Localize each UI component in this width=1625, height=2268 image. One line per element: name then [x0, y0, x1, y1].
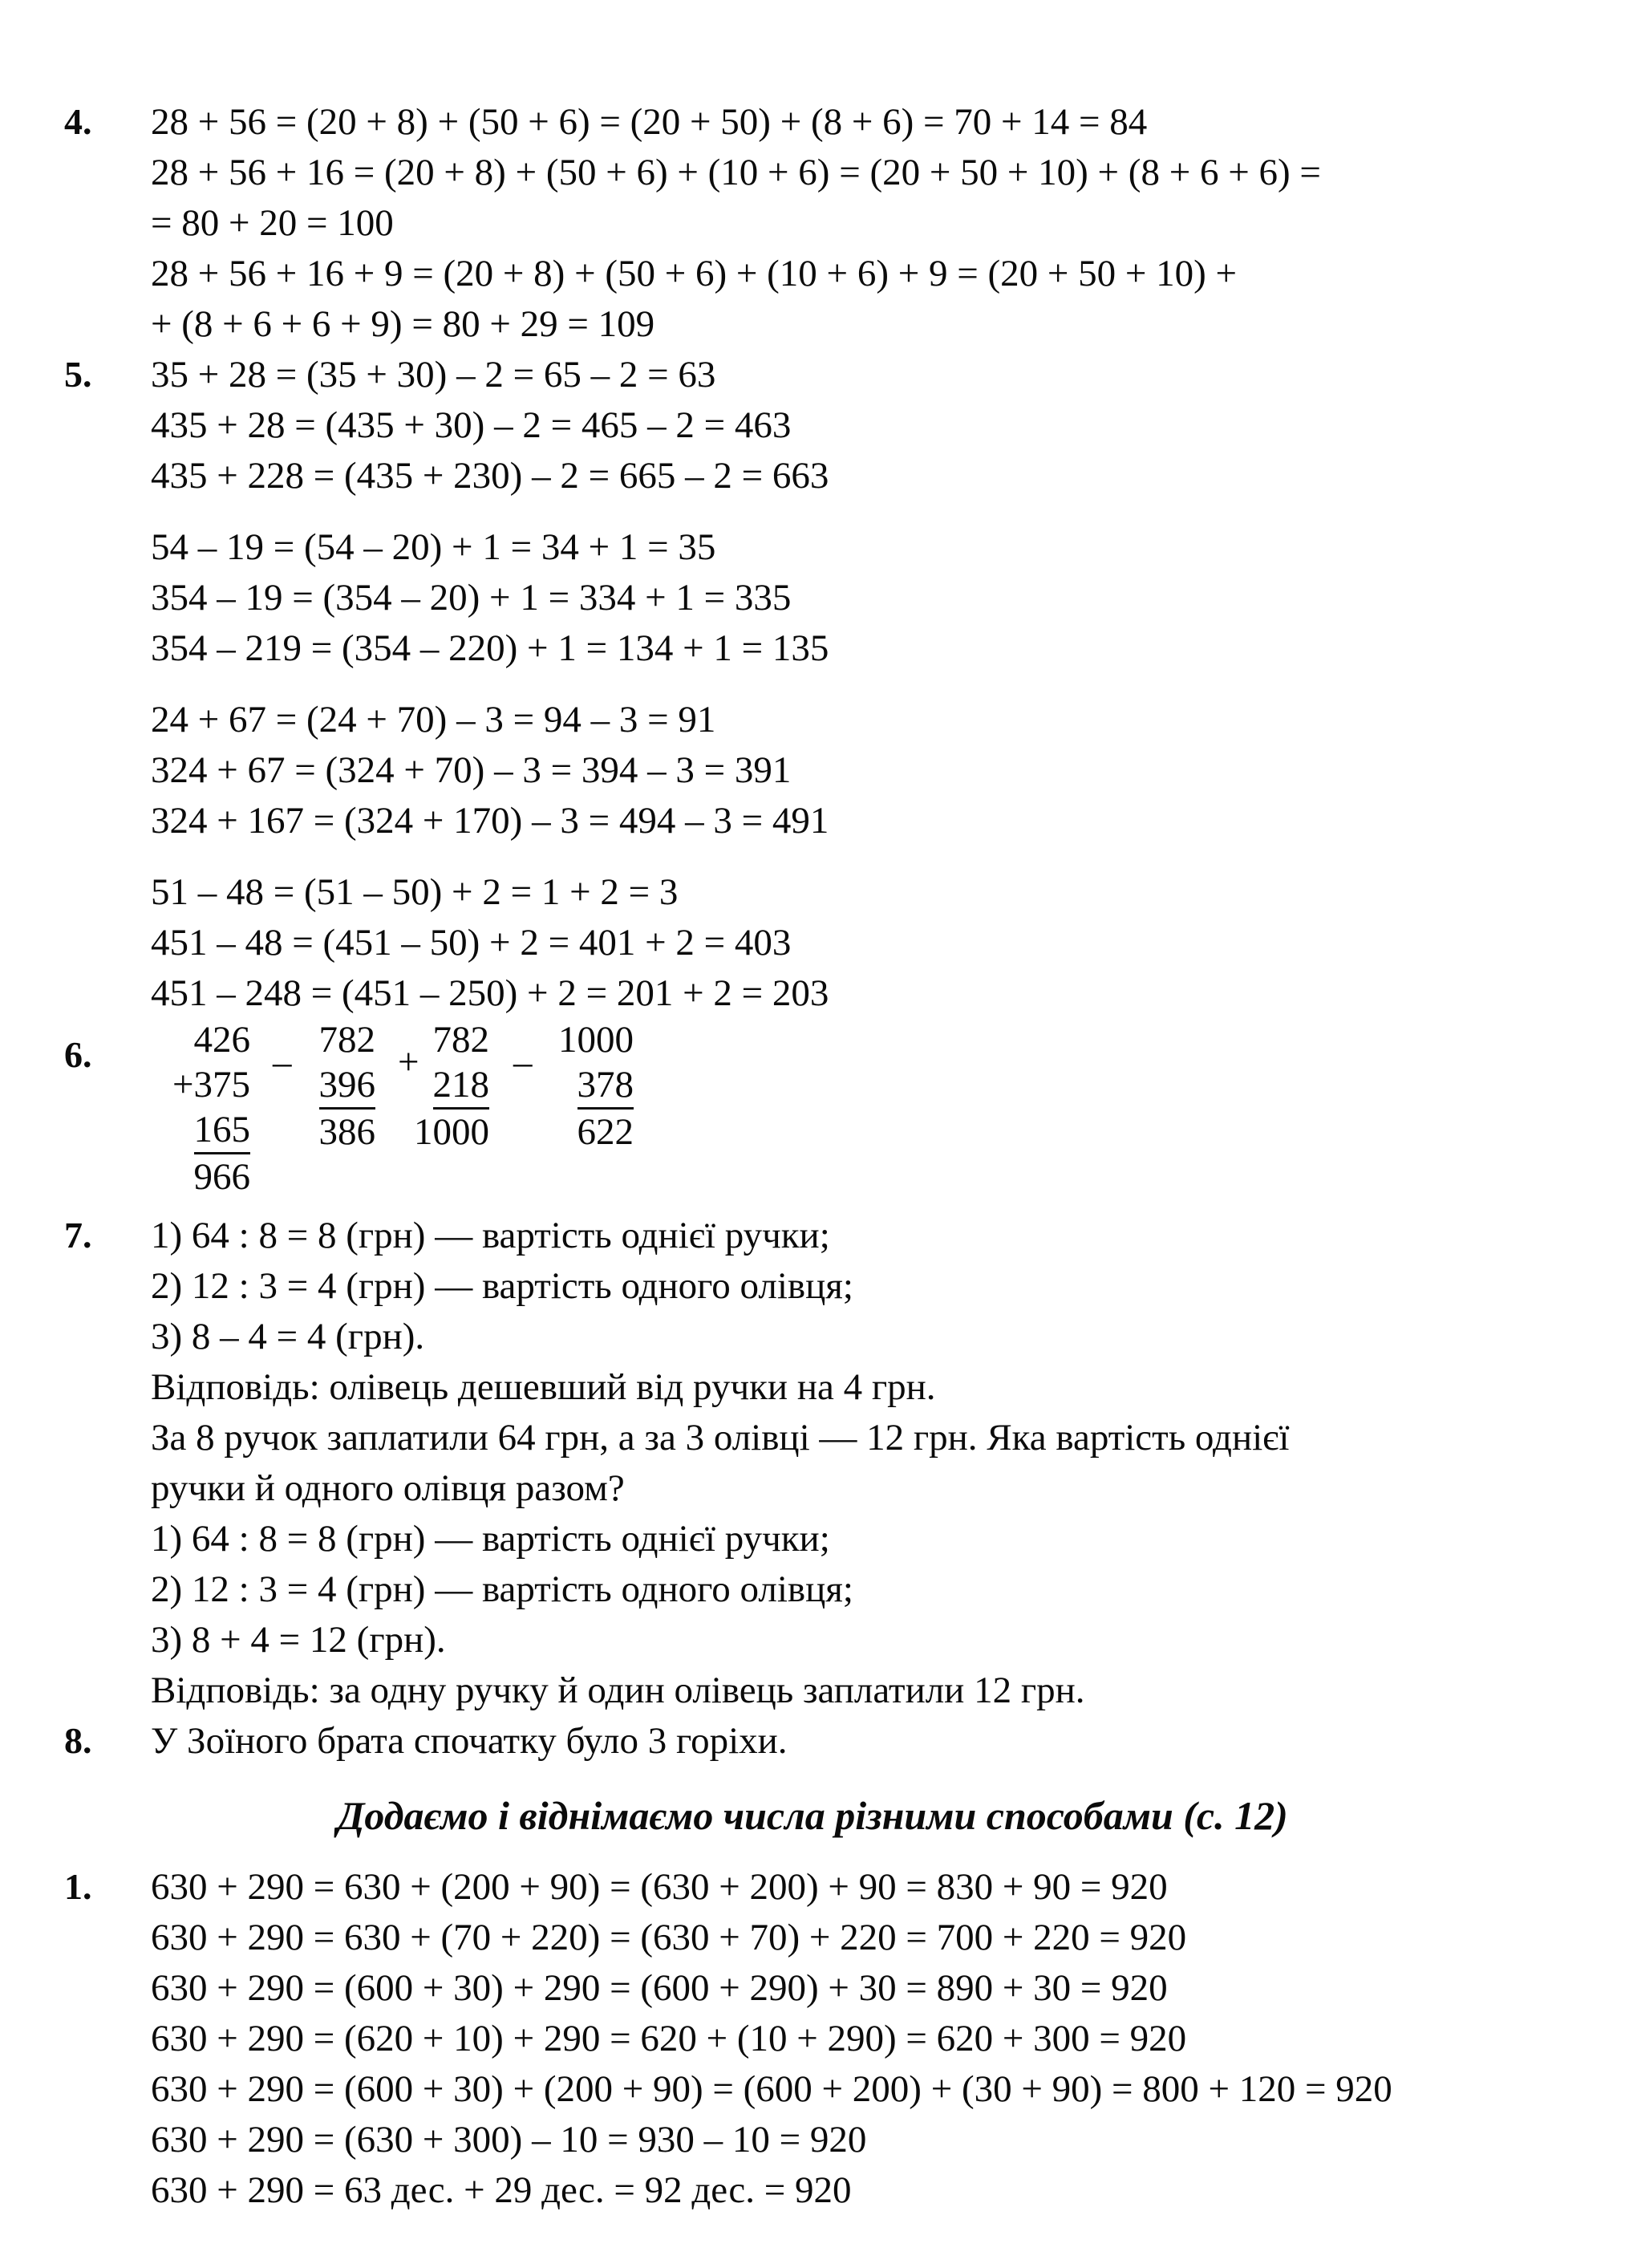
task-line: 28 + 56 + 16 = (20 + 8) + (50 + 6) + (10 + 6) = (20 + 50 + 10) + (8 + 6 + 6) =	[151, 152, 1321, 193]
column-subtraction-1	[298, 1017, 375, 1154]
minus-sign: –	[513, 1041, 533, 1083]
operand: 1000	[558, 1019, 634, 1061]
task-line: 3) 8 – 4 = 4 (грн).	[151, 1316, 425, 1357]
task-line: + (8 + 6 + 6 + 9) = 80 + 29 = 109	[151, 303, 655, 345]
column-addition-1	[146, 1017, 250, 1199]
task-number: 4.	[64, 101, 92, 142]
task-line: У Зоїного брата спочатку було 3 горіхи.	[151, 1720, 788, 1762]
operand: 782	[432, 1019, 489, 1061]
task-line: 3) 8 + 4 = 12 (грн).	[151, 1619, 446, 1661]
task-line: 630 + 290 = (600 + 30) + 290 = (600 + 290) + 30 = 890 + 30 = 920	[151, 1967, 1168, 2009]
task-number: 6.	[64, 1034, 92, 1075]
result: 966	[193, 1156, 250, 1198]
operand: 782	[318, 1019, 375, 1061]
task-line: 28 + 56 + 16 + 9 = (20 + 8) + (50 + 6) + (10 + 6) + 9 = (20 + 50 + 10) +	[151, 253, 1238, 294]
operand: 218	[433, 1062, 490, 1110]
result: 1000	[414, 1111, 489, 1153]
task-line: 435 + 228 = (435 + 230) – 2 = 665 – 2 = 663	[151, 455, 829, 497]
operand: 378	[577, 1062, 634, 1110]
operand: +375	[172, 1064, 250, 1106]
task-line: За 8 ручок заплатили 64 грн, а за 3 олівці — 12 грн. Яка вартість однієї	[151, 1417, 1290, 1459]
task-line: 51 – 48 = (51 – 50) + 2 = 1 + 2 = 3	[151, 871, 679, 913]
operand: 426	[193, 1019, 250, 1061]
task-line: Відповідь: олівець дешевший від ручки на 4 грн.	[151, 1366, 936, 1408]
task-line: 35 + 28 = (35 + 30) – 2 = 65 – 2 = 63	[151, 354, 716, 396]
task-number: 7.	[64, 1215, 92, 1256]
task-line: 1) 64 : 8 = 8 (грн) — вартість однієї ручки;	[151, 1215, 830, 1256]
plus-sign: +	[398, 1041, 419, 1083]
result: 622	[577, 1111, 634, 1153]
section-heading: Додаємо і віднімаємо числа різними способами (с. 12)	[337, 1793, 1288, 1838]
task-line: 630 + 290 = (630 + 300) – 10 = 930 – 10 = 920	[151, 2119, 867, 2160]
minus-sign: –	[273, 1041, 292, 1083]
task-line: 54 – 19 = (54 – 20) + 1 = 34 + 1 = 35	[151, 526, 716, 568]
task-line: 630 + 290 = 63 дес. + 29 дес. = 92 дес. = 920	[151, 2169, 852, 2211]
task-line: 1) 64 : 8 = 8 (грн) — вартість однієї ручки;	[151, 1518, 830, 1560]
task-line: 28 + 56 = (20 + 8) + (50 + 6) = (20 + 50) + (8 + 6) = 70 + 14 = 84	[151, 101, 1148, 143]
task-line: 354 – 219 = (354 – 220) + 1 = 134 + 1 = 135	[151, 627, 829, 669]
result: 386	[318, 1111, 375, 1153]
task-line: 630 + 290 = 630 + (70 + 220) = (630 + 70) + 220 = 700 + 220 = 920	[151, 1917, 1187, 1958]
task-line: = 80 + 20 = 100	[151, 202, 394, 244]
task-line: 2) 12 : 3 = 4 (грн) — вартість одного олівця;	[151, 1265, 853, 1307]
task-number: 1.	[64, 1866, 92, 1907]
column-addition-2	[401, 1017, 489, 1154]
task-line: 630 + 290 = (600 + 30) + (200 + 90) = (600 + 200) + (30 + 90) = 800 + 120 = 920	[151, 2068, 1392, 2110]
task-line: Відповідь: за одну ручку й один олівець заплатили 12 грн.	[151, 1670, 1085, 1711]
task-line: 451 – 48 = (451 – 50) + 2 = 401 + 2 = 403	[151, 922, 792, 964]
task-line: 630 + 290 = (620 + 10) + 290 = 620 + (10 + 290) = 620 + 300 = 920	[151, 2018, 1187, 2059]
operand: 165	[194, 1107, 251, 1154]
task-line: 324 + 167 = (324 + 170) – 3 = 494 – 3 = 491	[151, 800, 829, 842]
task-line: ручки й одного олівця разом?	[151, 1467, 625, 1509]
task-line: 324 + 67 = (324 + 70) – 3 = 394 – 3 = 391	[151, 749, 792, 791]
task-line: 435 + 28 = (435 + 30) – 2 = 465 – 2 = 463	[151, 404, 792, 446]
task-number: 5.	[64, 354, 92, 395]
operand: 396	[319, 1062, 376, 1110]
task-line: 354 – 19 = (354 – 20) + 1 = 334 + 1 = 335	[151, 577, 792, 619]
task-line: 2) 12 : 3 = 4 (грн) — вартість одного олівця;	[151, 1568, 853, 1610]
task-line: 451 – 248 = (451 – 250) + 2 = 201 + 2 = 203	[151, 972, 829, 1014]
task-line: 630 + 290 = 630 + (200 + 90) = (630 + 200) + 90 = 830 + 90 = 920	[151, 1866, 1168, 1908]
column-subtraction-2	[537, 1017, 634, 1154]
task-number: 8.	[64, 1720, 92, 1761]
task-line: 24 + 67 = (24 + 70) – 3 = 94 – 3 = 91	[151, 699, 716, 740]
